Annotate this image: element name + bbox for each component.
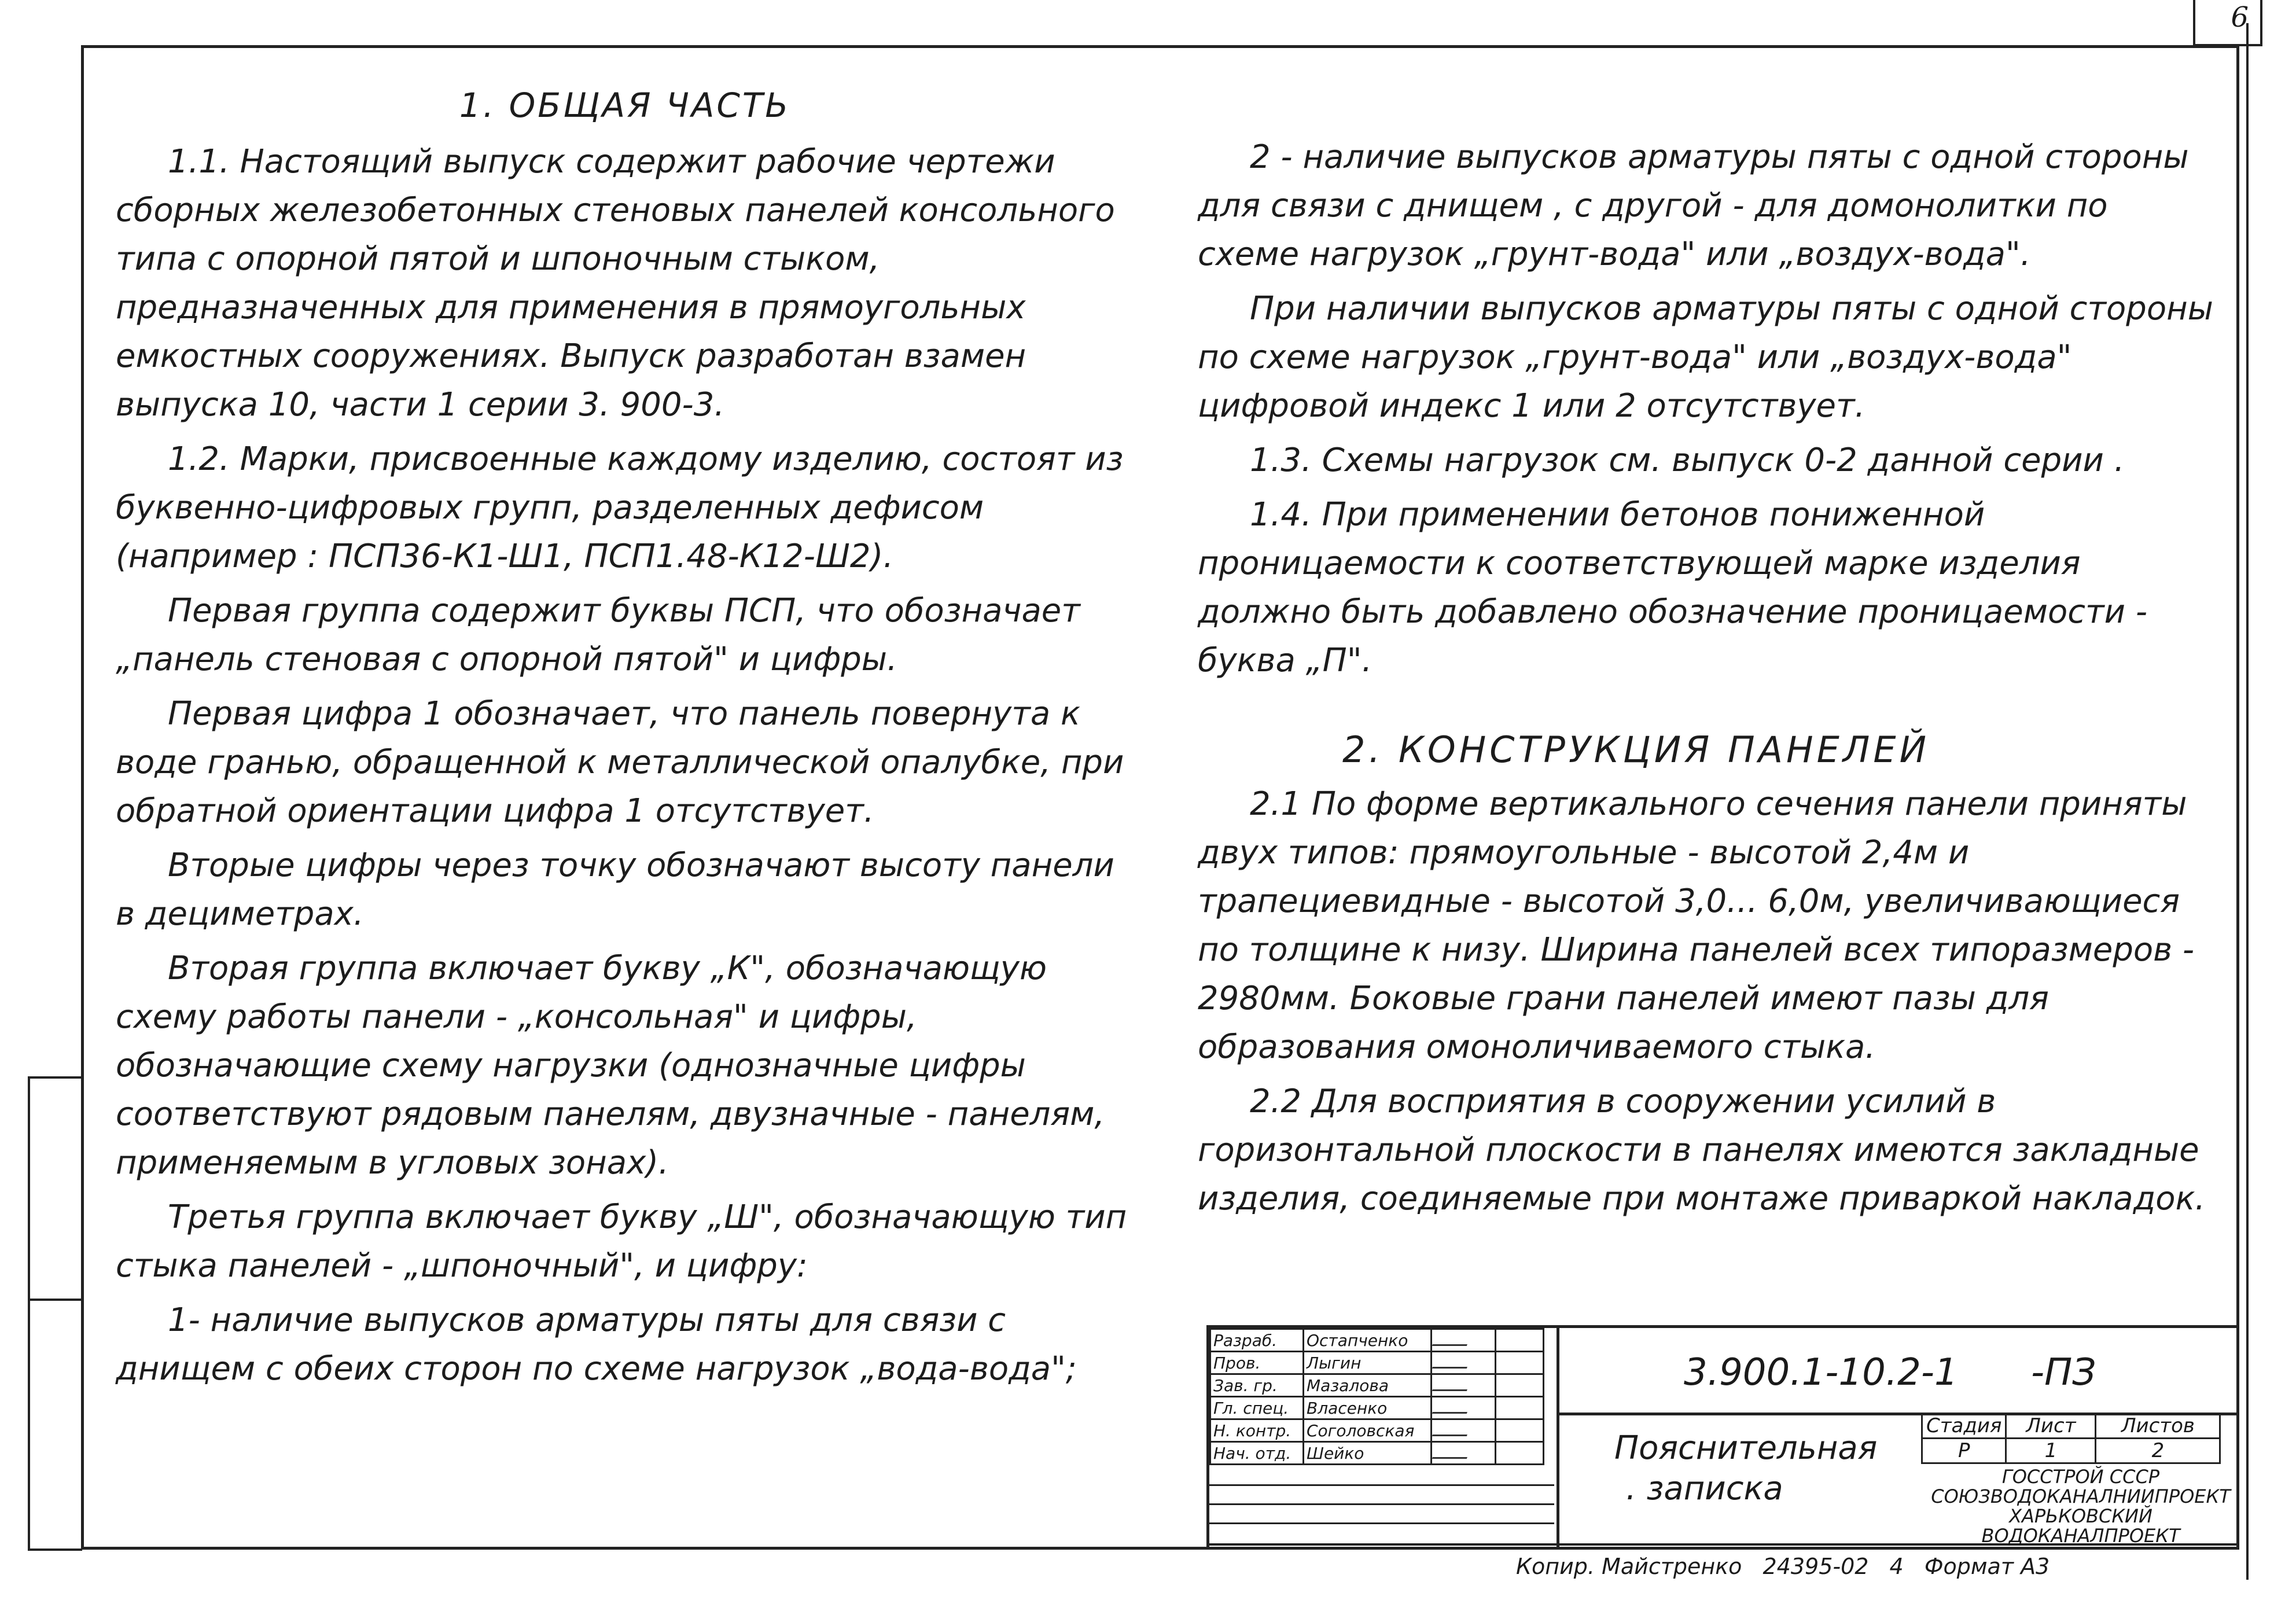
sign-role: Зав. гр. xyxy=(1210,1374,1304,1397)
org-line: ВОДОКАНАЛПРОЕКТ xyxy=(1981,1525,2180,1547)
paragraph-first-digit: Первая цифра 1 обозначает, что панель повернута к воде гранью, обращенной к металлической опалубке, при обратной ориентации цифра 1 отсутствует. xyxy=(116,695,1124,830)
paragraph-1-1: 1.1. Настоящий выпуск содержит рабочие чертежи сборных железобетонных стеновых панелей консольного типа с опорной пятой и шпоночным стыком, предназначенных для применения в прямоугольных емкостных сооружениях. Выпуск разработан взамен выпуска 10, части 1 серии 3. 900-3. xyxy=(116,143,1115,424)
signature-table xyxy=(1209,1328,1544,1465)
paragraph-item-2: 2 - наличие выпусков арматуры пяты с одной стороны для связи с днищем , с другой - для домонолитки по схеме нагрузок „грунт-вода" или „воздух-вода". xyxy=(1198,138,2189,273)
paragraph-2-2: 2.2 Для восприятия в сооружении усилий в горизонтальной плоскости в панелях имеются закладные изделия, соединяемые при монтаже приваркой накладок. xyxy=(1198,1083,2206,1218)
frame-right-line xyxy=(2246,23,2249,1580)
document-title-line1: Пояснительная xyxy=(1614,1429,1878,1467)
organization xyxy=(1925,1467,2237,1546)
paragraph-second-digits: Вторые цифры через точку обозначают высоту панели в дециметрах. xyxy=(116,847,1114,933)
sheet-header: Лист xyxy=(2006,1414,2096,1439)
sign-name: Власенко xyxy=(1304,1397,1432,1419)
org-line: ХАРЬКОВСКИЙ xyxy=(2009,1505,2152,1527)
left-column xyxy=(116,81,1134,1399)
signature-row xyxy=(1210,1397,1544,1419)
paragraph-one-side: При наличии выпусков арматуры пяты с одной стороны по схеме нагрузок „грунт-вода" или „воздух-вода" цифровой индекс 1 или 2 отсутствует. xyxy=(1198,290,2213,425)
sign-role: Гл. спец. xyxy=(1210,1397,1304,1419)
section2-heading: 2. КОНСТРУКЦИЯ ПАНЕЛЕЙ xyxy=(1342,729,1930,771)
signature-row xyxy=(1210,1442,1544,1465)
sign-name: Остапченко xyxy=(1304,1329,1432,1352)
sign-name: Соголовская xyxy=(1304,1419,1432,1442)
signature-row xyxy=(1210,1374,1544,1397)
title-block xyxy=(1206,1325,2238,1549)
org-line: СОЮЗВОДОКАНАЛНИИПРОЕКТ xyxy=(1931,1485,2231,1507)
paragraph-item-1: 1- наличие выпусков арматуры пяты для связи с днищем с обеих сторон по схеме нагрузок „вода-вода"; xyxy=(116,1301,1077,1388)
signature-row xyxy=(1210,1419,1544,1442)
section1-heading: 1. ОБЩАЯ ЧАСТЬ xyxy=(459,86,791,125)
stage-table xyxy=(1921,1413,2221,1464)
footer-number: 24395-02 xyxy=(1763,1554,1869,1579)
paragraph-1-3: 1.3. Схемы нагрузок см. выпуск 0-2 данной серии . xyxy=(1250,442,2125,479)
document-title-line2: . записка xyxy=(1626,1470,1783,1507)
document-code: 3.900.1-10.2-1 xyxy=(1684,1351,1958,1394)
sheets-header: Листов xyxy=(2096,1414,2220,1439)
sign-name: Лыгин xyxy=(1304,1352,1432,1374)
footer-copied: Копир. Майстренко xyxy=(1516,1554,1742,1579)
paragraph-second-group: Вторая группа включает букву „К", обозначающую схему работы панели - „консольная" и цифры, обозначающие схему нагрузки (однозначные цифры соответствуют рядовым панелям, двузначные - панелям, применяемым в угловых зонах). xyxy=(116,950,1105,1182)
sign-role: Разраб. xyxy=(1210,1329,1304,1352)
stage-header: Стадия xyxy=(1922,1414,2006,1439)
footer xyxy=(1516,1554,2063,1579)
signature-row xyxy=(1210,1352,1544,1374)
paragraph-third-group: Третья группа включает букву „Ш", обозначающую тип стыка панелей - „шпоночный", и цифру: xyxy=(116,1198,1127,1285)
footer-page: 4 xyxy=(1889,1554,1904,1579)
paragraph-1-2: 1.2. Марки, присвоенные каждому изделию, состоят из буквенно-цифровых групп, разделенных дефисом (например : ПСП36-К1-Ш1, ПСП1.48-К12-Ш2). xyxy=(116,440,1124,575)
sign-name: Мазалова xyxy=(1304,1374,1432,1397)
sheet-number: 6 xyxy=(2231,1,2249,34)
sign-role: Н. контр. xyxy=(1210,1419,1304,1442)
sign-role: Пров. xyxy=(1210,1352,1304,1374)
footer-format: Формат А3 xyxy=(1924,1554,2050,1579)
paragraph-2-1: 2.1 По форме вертикального сечения панели приняты двух типов: прямоугольные - высотой 2,4м и трапециевидные - высотой 3,0... 6,0м, увеличивающиеся по толщине к низу. Ширина панелей всех типоразмеров - 2980мм. Боковые грани панелей имеют пазы для образования омоноличиваемого стыка. xyxy=(1198,785,2195,1066)
paragraph-first-group: Первая группа содержит буквы ПСП, что обозначает „панель стеновая с опорной пятой" и цифры. xyxy=(116,592,1080,678)
stage-value: Р xyxy=(1922,1439,2006,1463)
sign-name: Шейко xyxy=(1304,1442,1432,1465)
sheets-value: 2 xyxy=(2096,1439,2220,1463)
paragraph-1-4: 1.4. При применении бетонов пониженной проницаемости к соответствующей марке изделия должно быть добавлено обозначение проницаемости - буква „П". xyxy=(1198,496,2148,679)
signature-row xyxy=(1210,1329,1544,1352)
sheet-value: 1 xyxy=(2006,1439,2096,1463)
org-line: ГОССТРОЙ СССР xyxy=(2001,1466,2160,1488)
signature-blank-rows xyxy=(1209,1467,1554,1542)
sheet-number-box xyxy=(2193,0,2262,46)
right-column xyxy=(1198,133,2216,1229)
sign-role: Нач. отд. xyxy=(1210,1442,1304,1465)
document-suffix: -ПЗ xyxy=(2031,1351,2096,1394)
binding-strip xyxy=(28,1076,82,1551)
